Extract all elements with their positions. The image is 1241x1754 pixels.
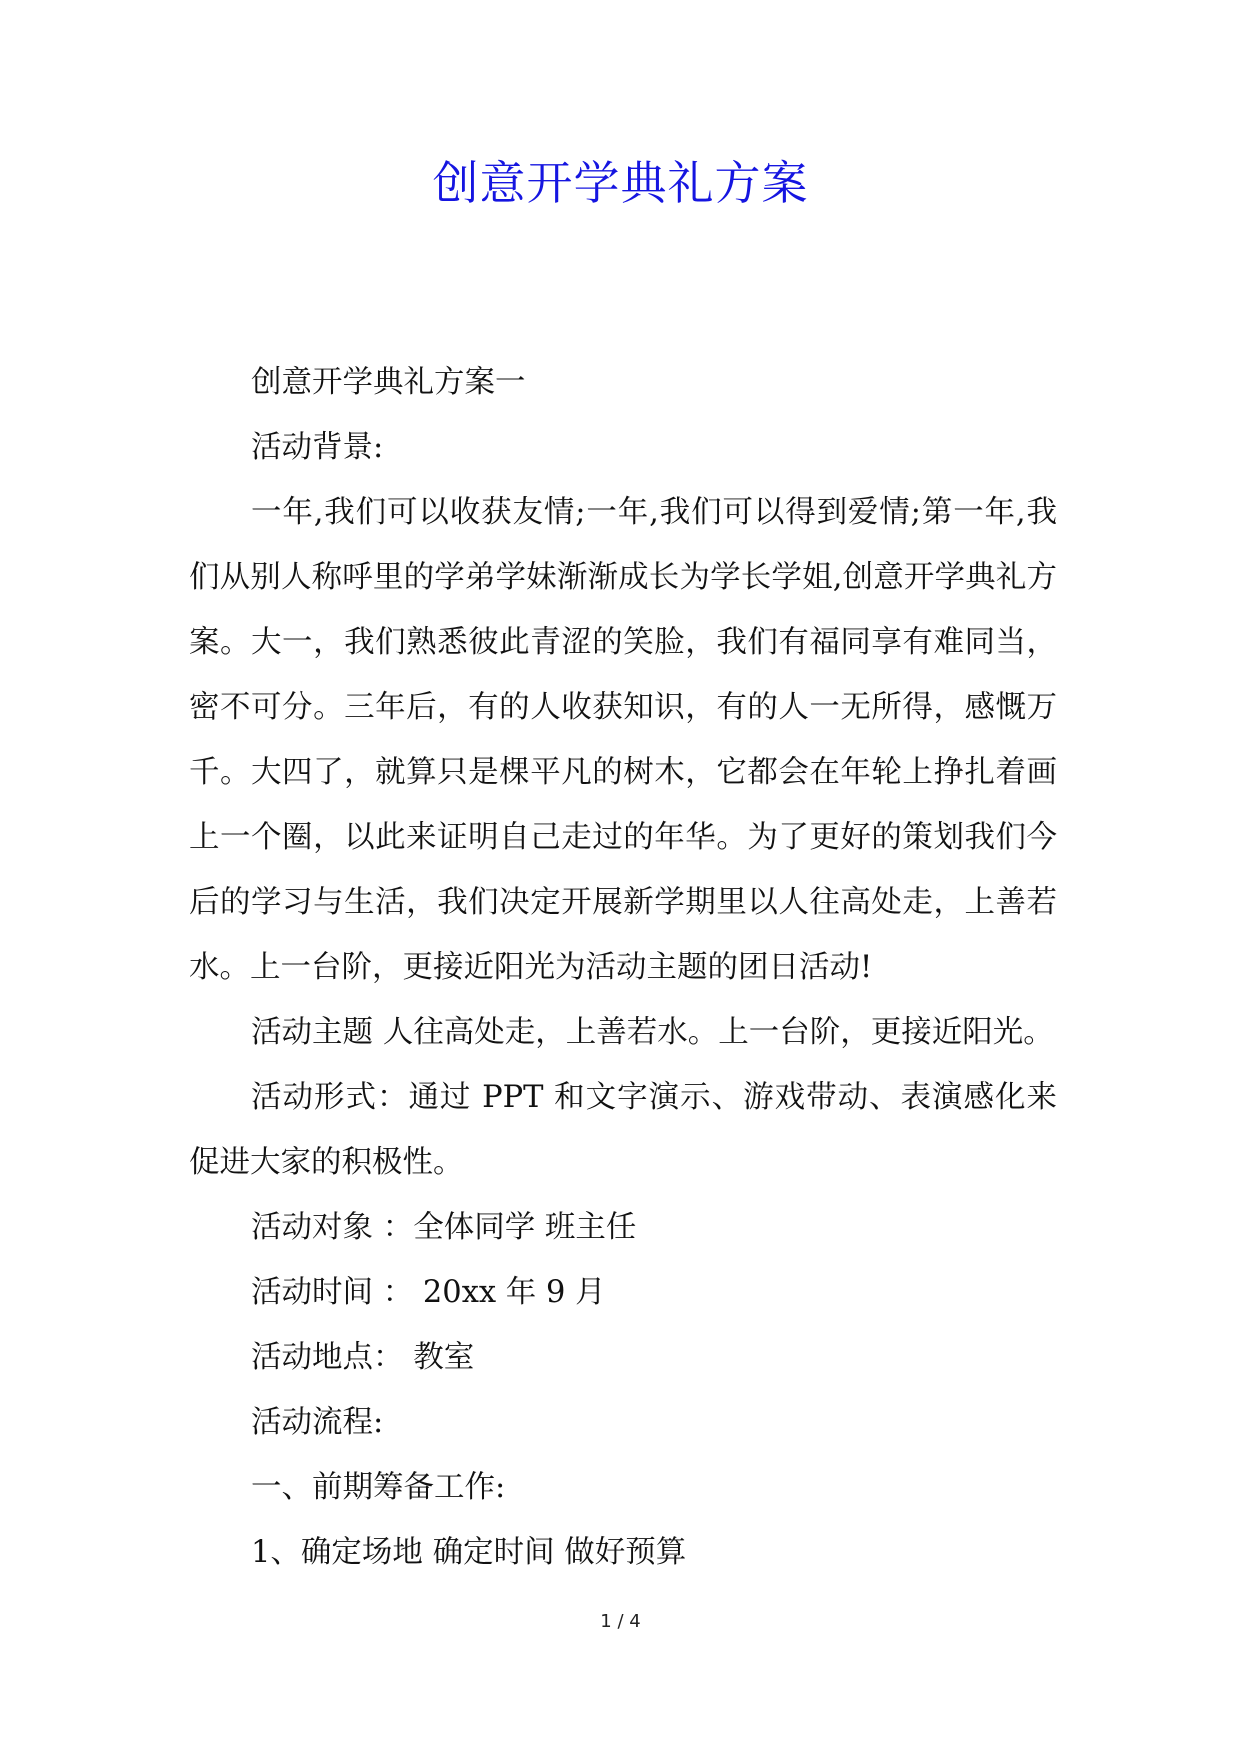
- document-body: [189, 350, 1057, 1585]
- paragraph-format: 活动形式：通过 PPT 和文字演示、游戏带动、表演感化来促进大家的积极性。: [189, 1080, 1057, 1180]
- paragraph-prep-heading: 一、前期筹备工作:: [251, 1470, 506, 1505]
- paragraph-location: 活动地点： 教室: [251, 1340, 475, 1375]
- paragraph-theme: 活动主题 人往高处走，上善若水。上一台阶，更接近阳光。: [251, 1015, 1054, 1050]
- paragraph-plan-heading: 创意开学典礼方案一: [251, 365, 526, 400]
- paragraph-time: 活动时间 ： 20xx 年 9 月: [251, 1275, 606, 1310]
- page-number: 1 / 4: [600, 1611, 641, 1632]
- document-title: 创意开学典礼方案: [432, 156, 809, 210]
- paragraph-background-label: 活动背景:: [251, 430, 384, 465]
- paragraph-audience: 活动对象 ：全体同学 班主任: [251, 1210, 637, 1245]
- paragraph-prep-item-1: 1、确定场地 确定时间 做好预算: [251, 1535, 687, 1570]
- paragraph-background-text: 一年,我们可以收获友情;一年,我们可以得到爱情;第一年,我们从别人称呼里的学弟学妹渐渐成长为学长学姐,创意开学典礼方案。大一，我们熟悉彼此青涩的笑脸，我们有福同享有难同当，密不可分。三年后，有的人收获知识，有的人一无所得，感慨万千。大四了，就算只是棵平凡的树木，它都会在年轮上挣扎着画上一个圈，以此来证明自己走过的年华。为了更好的策划我们今后的学习与生活，我们决定开展新学期里以人往高处走，上善若水。上一台阶，更接近阳光为活动主题的团日活动!: [189, 495, 1057, 985]
- paragraph-process-label: 活动流程:: [251, 1405, 384, 1440]
